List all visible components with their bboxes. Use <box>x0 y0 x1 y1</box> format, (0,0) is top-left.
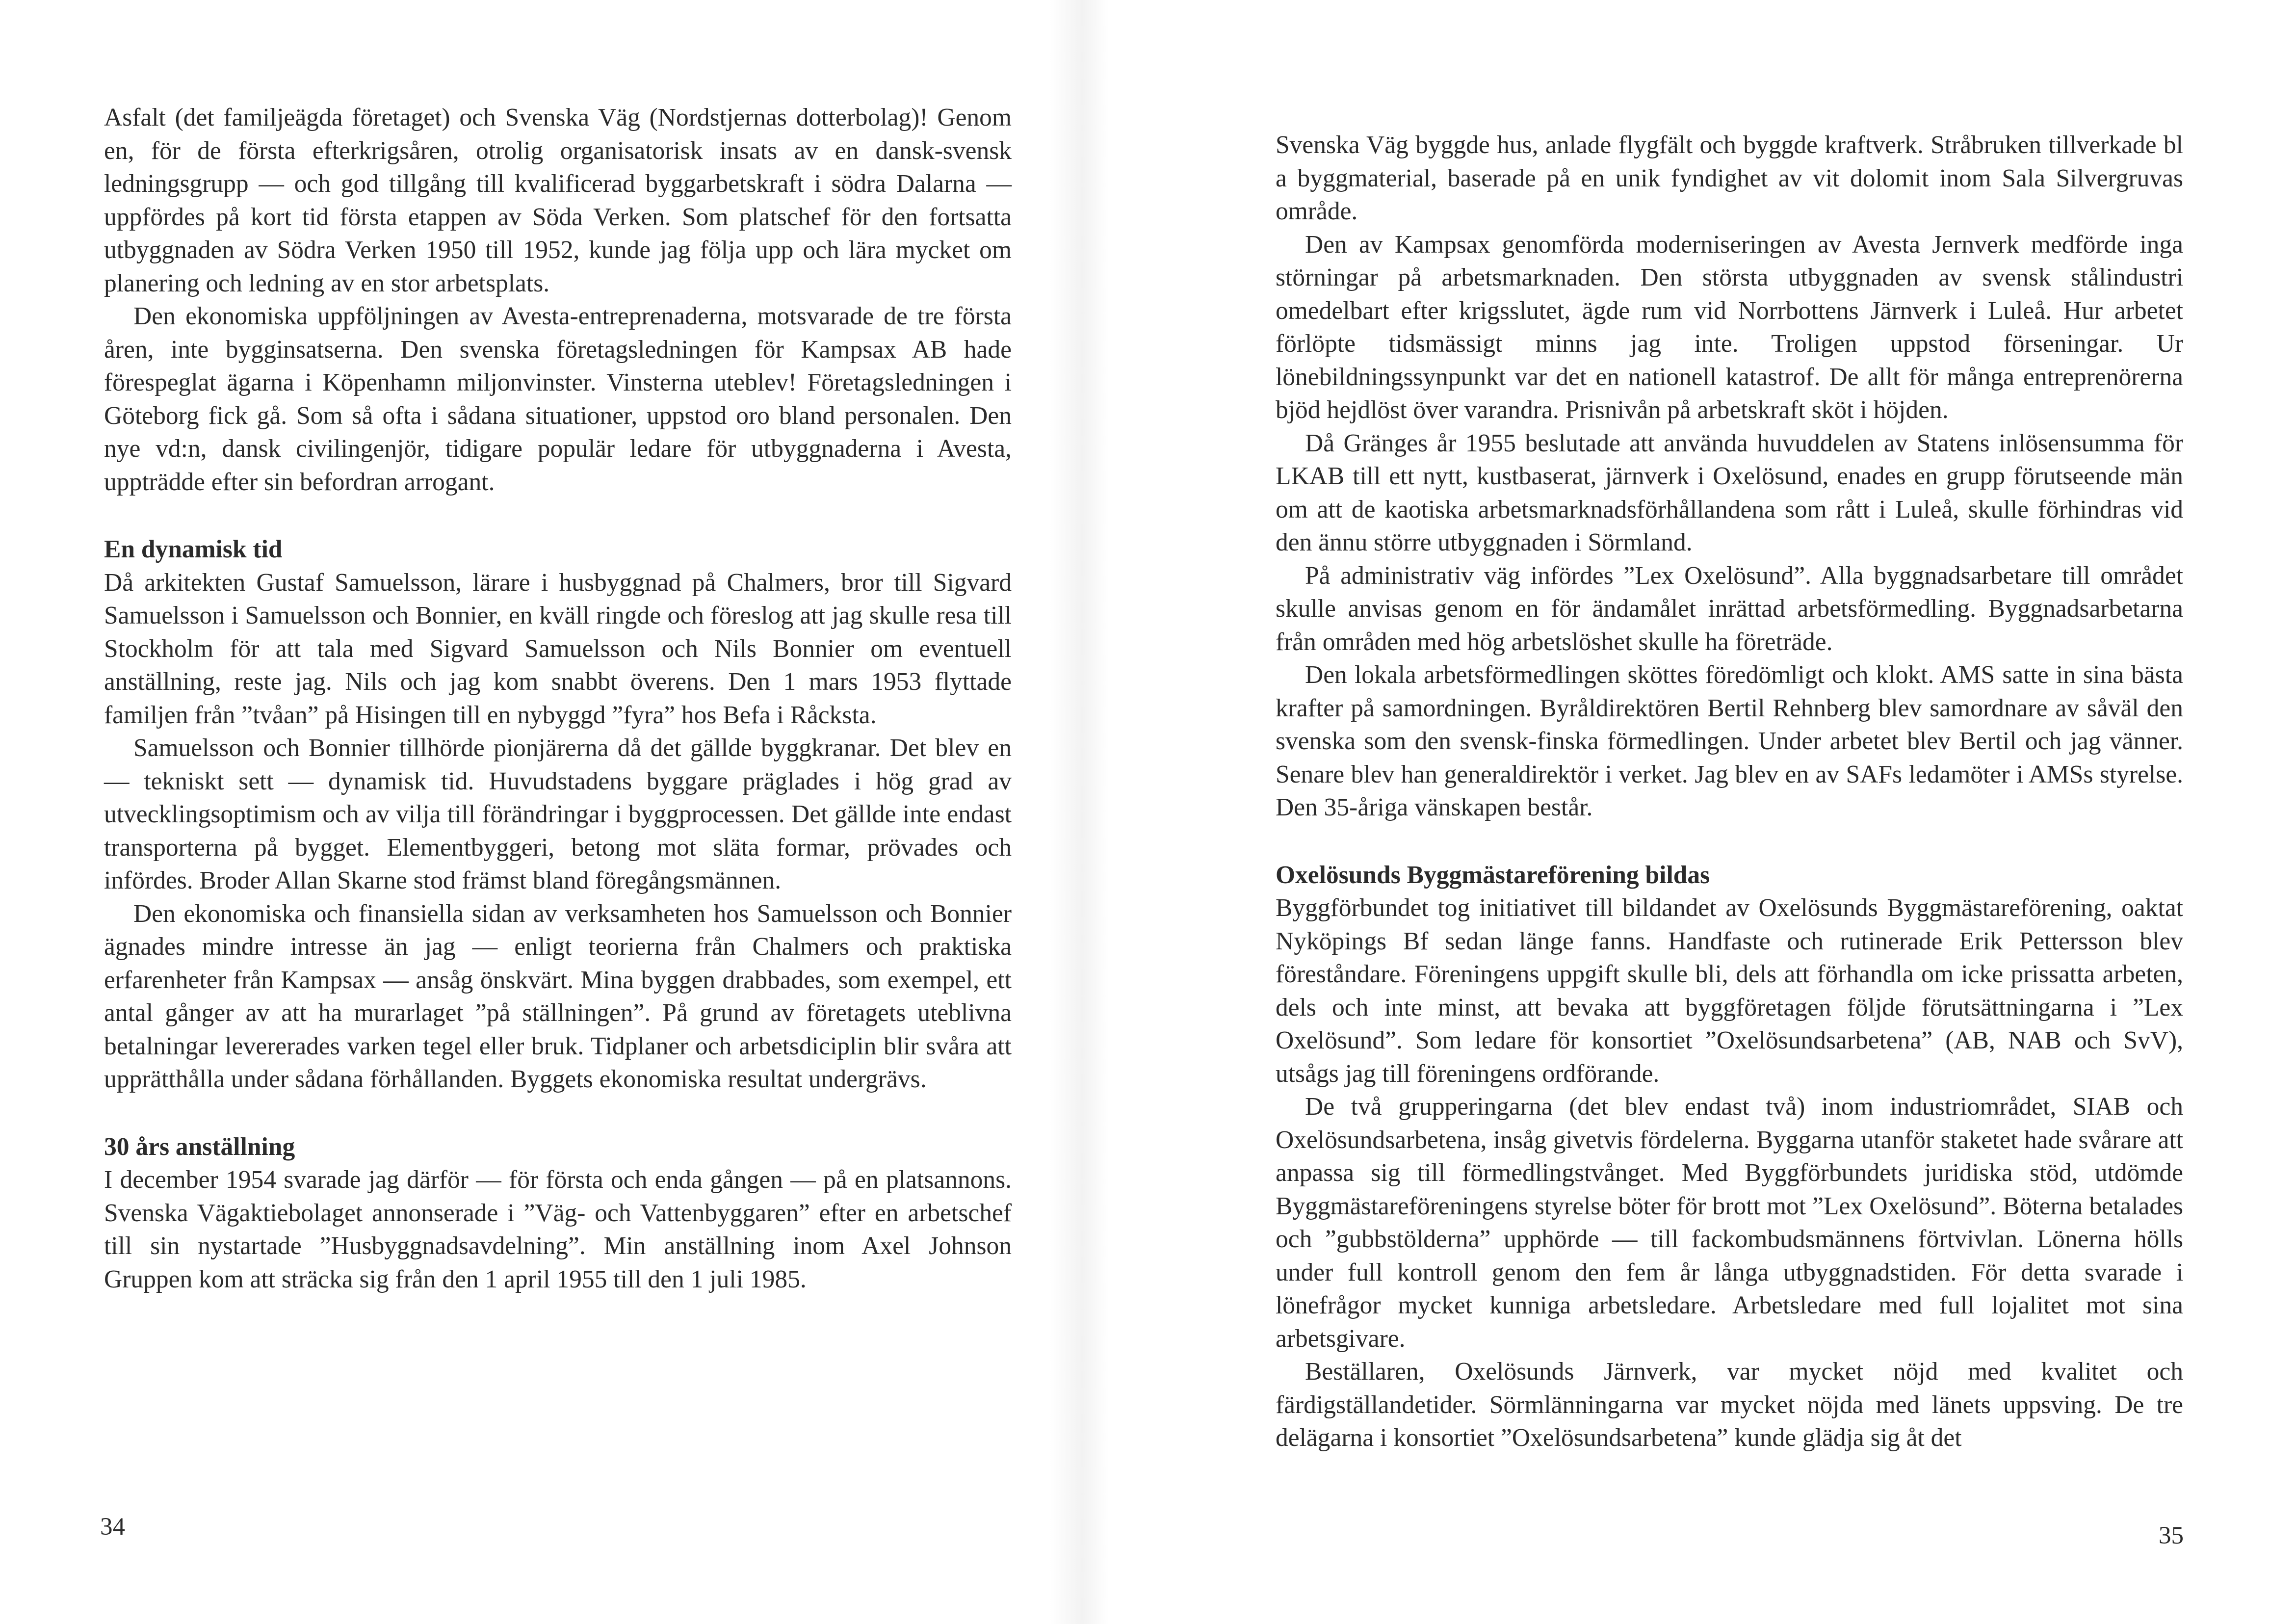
body-paragraph: Beställaren, Oxelösunds Järnverk, var mycket nöjd med kvalitet och färdigställandetider. Sörmlänningarna var mycket nöjda med länets uppsving. De tre delägarna i konsortiet ”Oxelösundsarbetena” kunde glädja sig åt det <box>1276 1358 2183 1452</box>
body-paragraph: Samuelsson och Bonnier tillhörde pionjärerna då det gällde byggkranar. Det blev en — tekniskt sett — dynamisk tid. Huvudstadens byggare präglades i hög grad av utvecklingsoptimism och av vilja till förändringar i byggprocessen. Det gällde inte endast transporterna på bygget. Elementbyggeri, betong mot släta formar, prövades och infördes. Broder Allan Skarne stod främst bland föregångsmännen. <box>104 734 1012 894</box>
body-paragraph: Svenska Väg byggde hus, anlade flygfält och byggde kraftverk. Stråbruken tillverkade bl a byggmaterial, baserade på en unik fyndighet av vit dolomit inom Sala Silvergruvas område. <box>1276 131 2183 225</box>
right-page <box>1148 0 2296 1624</box>
body-paragraph: Den ekonomiska uppföljningen av Avesta-entreprenaderna, motsvarade de tre första åren, inte bygginsatserna. Den svenska företagsledningen för Kampsax AB hade förespeglat ägarna i Köpenhamn miljonvinster. Vinsterna uteblev! Företagsledningen i Göteborg fick gå. Som så ofta i sådana situationer, uppstod oro bland personalen. Den nye vd:n, dansk civilingenjör, tidigare populär ledare för utbyggnaderna i Avesta, uppträdde efter sin befordran arrogant. <box>104 302 1012 496</box>
body-paragraph: De två grupperingarna (det blev endast två) inom industriområdet, SIAB och Oxelösundsarbetena, insåg givetvis fördelerna. Byggarna utanför staketet hade svårare att anpassa sig till förmedlingstvånget. Med Byggförbundets juridiska stöd, utdömde Byggmästareföreningens styrelse böter för brott mot ”Lex Oxelösund”. Böterna betalades och ”gubbstölderna” upphörde — till fackombudsmännens förtvivlan. Lönerna hölls under full kontroll genom den fem år långa utbyggnadstiden. För detta svarade i lönefrågor mycket kunniga arbetsledare. Arbetsledare med full lojalitet mot sina arbetsgivare. <box>1276 1093 2183 1353</box>
body-paragraph: Den av Kampsax genomförda moderniseringen av Avesta Jernverk medförde inga störningar på arbetsmarknaden. Den största utbyggnaden av svensk stålindustri omedelbart efter krigsslutet, ägde rum vid Norrbottens Järnverk i Luleå. Hur arbetet förlöpte tidsmässigt minns jag inte. Troligen uppstod förseningar. Ur lönebildningssynpunkt var det en nationell katastrof. De allt för många entreprenörerna bjöd hejdlöst över varandra. Prisnivån på arbetskraft sköt i höjden. <box>1276 230 2183 424</box>
page-number: 35 <box>2159 1522 2184 1549</box>
body-paragraph: Den ekonomiska och finansiella sidan av verksamheten hos Samuelsson och Bonnier ägnades mindre intresse än jag — enligt teorierna från Chalmers och praktiska erfarenheter från Kampsax — ansåg önskvärt. Mina byggen drabbades, som exempel, ett antal gånger av att ha murarlaget ”på ställningen”. På grund av företagets uteblivna betalningar levererades varken tegel eller bruk. Tidplaner och arbetsdiciplin blir svåra att upprätthålla under sådana förhållanden. Byggets ekonomiska resultat undergrävs. <box>104 899 1012 1093</box>
body-paragraph: På administrativ väg infördes ”Lex Oxelösund”. Alla byggnadsarbetare till området skulle anvisas genom en för ändamålet inrättad arbetsförmedling. Byggnadsarbetarna från områden med hög arbetslöshet skulle ha företräde. <box>1276 561 2183 656</box>
section-heading: Oxelösunds Byggmästareförening bildas <box>1276 861 1710 889</box>
section-heading: 30 års anställning <box>104 1132 295 1161</box>
body-paragraph: Då arkitekten Gustaf Samuelsson, lärare i husbyggnad på Chalmers, bror till Sigvard Samuelsson i Samuelsson och Bonnier, en kväll ringde och föreslog att jag skulle resa till Stockholm för att tala med Sigvard Samuelsson och Nils Bonnier om eventuell anställning, reste jag. Nils och jag kom snabbt överens. Den 1 mars 1953 flyttade familjen från ”tvåan” på Hisingen till en nybyggd ”fyra” hos Befa i Råcksta. <box>104 568 1012 729</box>
body-paragraph: Då Gränges år 1955 beslutade att använda huvuddelen av Statens inlösensumma för LKAB till ett nytt, kustbaserat, järnverk i Oxelösund, enades en grupp förutseende män om att de kaotiska arbetsmarknadsförhållandena som rått i Luleå, skulle förhindras vid den ännu större utbyggnaden i Sörmland. <box>1276 429 2183 556</box>
section-heading: En dynamisk tid <box>104 535 283 563</box>
left-text-column <box>104 101 1012 1296</box>
page-gutter <box>1050 0 1109 1624</box>
right-text-column <box>1276 129 2183 1455</box>
body-paragraph: Asfalt (det familjeägda företaget) och Svenska Väg (Nordstjernas dotterbolag)! Genom en, för de första efterkrigsåren, otrolig organisatorisk insats av en dansk-svensk ledningsgrupp — och god tillgång till kvalificerad byggarbetskraft i södra Dalarna — uppfördes på kort tid första etappen av Söda Verken. Som platschef för den fortsatta utbyggnaden av Södra Verken 1950 till 1952, kunde jag följa upp och lära mycket om planering och ledning av en stor arbetsplats. <box>104 104 1012 297</box>
body-paragraph: Den lokala arbetsförmedlingen sköttes föredömligt och klokt. AMS satte in sina bästa krafter på samordningen. Byråldirektören Bertil Rehnberg blev samordnare av såväl den svenska som den svensk-finska förmedlingen. Under arbetet blev Bertil och jag vänner. Senare blev han generaldirektör i verket. Jag blev en av SAFs ledamöter i AMSs styrelse. Den 35-åriga vänskapen består. <box>1276 661 2183 821</box>
body-paragraph: Byggförbundet tog initiativet till bildandet av Oxelösunds Byggmästareförening, oaktat Nyköpings Bf sedan länge fanns. Handfaste och rutinerade Erik Pettersson blev föreståndare. Föreningens uppgift skulle bli, dels att förhandla om icke prissatta arbeten, dels och inte minst, att bevaka att byggföretagen följde förutsättningarna i ”Lex Oxelösund”. Som ledare för konsortiet ”Oxelösundsarbetena” (AB, NAB och SvV), utsågs jag till föreningens ordförande. <box>1276 894 2183 1088</box>
body-paragraph: I december 1954 svarade jag därför — för första och enda gången — på en platsannons. Svenska Vägaktiebolaget annonserade i ”Väg- och Vattenbyggaren” efter en arbetschef till sin nystartade ”Husbyggnadsavdelning”. Min anställning inom Axel Johnson Gruppen kom att sträcka sig från den 1 april 1955 till den 1 juli 1985. <box>104 1166 1012 1293</box>
page-number: 34 <box>100 1513 125 1541</box>
